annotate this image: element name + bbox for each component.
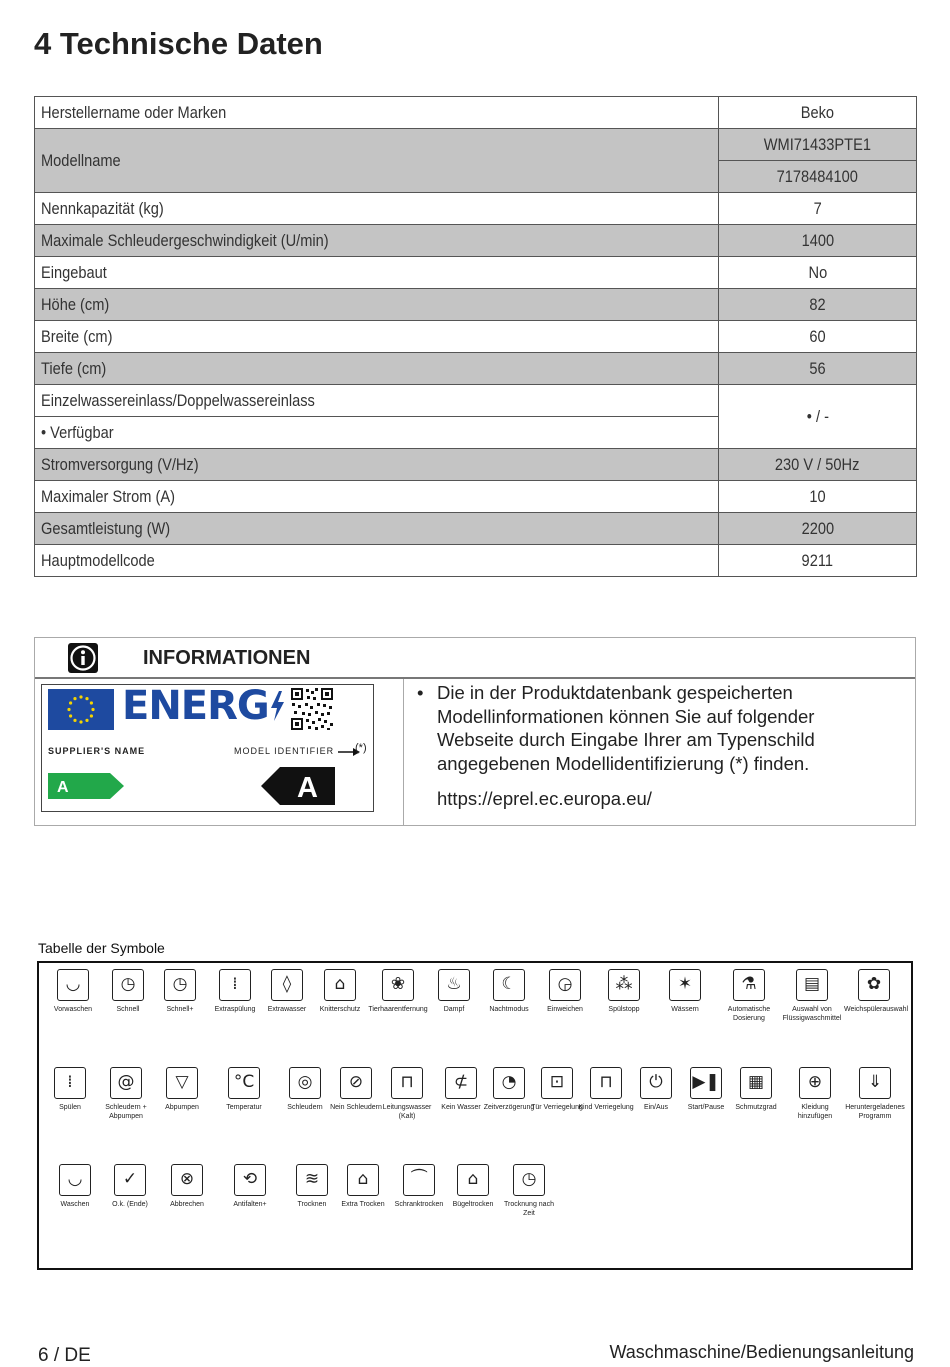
symbol-automatische-dosierung: ⚗ Automatische Dosierung: [719, 969, 779, 1023]
delay-icon: ◔: [493, 1067, 525, 1099]
supplier-name-label: SUPPLIER'S NAME: [48, 746, 146, 756]
table-row: [35, 385, 917, 417]
spec-value: 10: [809, 486, 826, 506]
spec-value: 7178484100: [776, 166, 859, 186]
symbol-kein-wasser: ⊄ Kein Wasser: [431, 1067, 491, 1112]
asterisk-note: (*): [355, 742, 367, 754]
spec-value: 7: [813, 198, 822, 218]
no-water-icon: ⊄: [445, 1067, 477, 1099]
symbol-buegeltrocken: ⌂ Bügeltrocken: [443, 1164, 503, 1209]
symbol-tuer-verriegelung: ⊡ Tür Verriegelung: [527, 1067, 587, 1112]
table-row: [35, 449, 917, 481]
anti-crease-icon: ⟲: [234, 1164, 266, 1196]
tap-water-icon: ⊓: [391, 1067, 423, 1099]
page-number: 6 / DE: [38, 1345, 91, 1366]
symbol-vorwaschen: ◡ Vorwaschen: [43, 969, 103, 1014]
svg-text:A: A: [57, 779, 69, 796]
symbol-abpumpen: ▽ Abpumpen: [152, 1067, 212, 1112]
spec-label: Breite (cm): [41, 326, 113, 346]
information-paragraph: Die in der Produktdatenbank gespeicherten Modellinformationen können Sie auf folgender Webseite durch Eingabe Ihrer am Typenschild angegebenen Modellidentifizierung (*) finden.: [437, 682, 815, 774]
table-row: [35, 353, 917, 385]
eprel-link[interactable]: https://eprel.ec.europa.eu/: [437, 788, 652, 809]
symbol-kind-verriegelung: ⊓ Kind Verriegelung: [576, 1067, 636, 1112]
prewash-icon: ◡: [57, 969, 89, 1001]
spec-value: WMI71433PTE1: [763, 134, 872, 154]
symbol-abbrechen: ⊗ Abbrechen: [157, 1164, 217, 1209]
spec-label: Stromversorgung (V/Hz): [41, 454, 199, 474]
spec-label: Tiefe (cm): [41, 358, 107, 378]
spec-value: 9211: [801, 550, 834, 570]
softener-icon: ✿: [858, 969, 890, 1001]
spec-value: 56: [809, 358, 826, 378]
extra-water-icon: ◊: [271, 969, 303, 1001]
liquid-detergent-icon: ▤: [796, 969, 828, 1001]
symbols-table: [37, 961, 913, 1270]
auto-dosing-icon: ⚗: [733, 969, 765, 1001]
class-a-arrow-icon: [48, 773, 124, 799]
spec-label: • Verfügbar: [41, 422, 114, 442]
information-title: INFORMATIONEN: [143, 647, 311, 669]
symbol-schranktrocken: ⏜ Schranktrocken: [389, 1164, 449, 1209]
rinse-hold-icon: ⁂: [608, 969, 640, 1001]
no-spin-icon: ⊘: [340, 1067, 372, 1099]
temperature-icon: °C: [228, 1067, 260, 1099]
symbol-nachtmodus: ☾ Nachtmodus: [479, 969, 539, 1014]
symbol-schnell-plus: ◷ Schnell+: [150, 969, 210, 1014]
wash-icon: ◡: [59, 1164, 91, 1196]
spec-label: Maximaler Strom (A): [41, 486, 176, 506]
symbol-extrawasser: ◊ Extrawasser: [257, 969, 317, 1014]
table-row: [35, 481, 917, 513]
symbols-title: Tabelle der Symbole: [38, 940, 165, 956]
download-icon: ⇓: [859, 1067, 891, 1099]
table-row: [35, 545, 917, 577]
crease-guard-icon: ⌂: [324, 969, 356, 1001]
child-lock-icon: ⊓: [590, 1067, 622, 1099]
symbol-trocknung-nach-zeit: ◷ Trocknung nach Zeit: [499, 1164, 559, 1218]
symbol-schleudern: ◎ Schleudern: [275, 1067, 335, 1112]
symbol-schleudern-abpumpen: @ Schleudern + Abpumpen: [96, 1067, 156, 1121]
spec-label: Hauptmodellcode: [41, 550, 155, 570]
symbol-extraspuelung: ⁞ Extraspülung: [205, 969, 265, 1014]
timed-dry-icon: ◷: [513, 1164, 545, 1196]
table-row: [35, 321, 917, 353]
spec-label: Modellname: [41, 150, 121, 170]
door-lock-icon: ⊡: [541, 1067, 573, 1099]
symbol-heruntergeladenes-programm: ⇓ Heruntergeladenes Programm: [845, 1067, 905, 1121]
spec-value: • / -: [806, 406, 829, 426]
spin-drain-icon: @: [110, 1067, 142, 1099]
symbol-fluessigwaschmittel: ▤ Auswahl von Flüssigwaschmittel: [782, 969, 842, 1023]
spec-label: Nennkapazität (kg): [41, 198, 164, 218]
table-row: [35, 225, 917, 257]
document-title: Waschmaschine/Bedienungsanleitung: [609, 1342, 914, 1362]
quick-plus-icon: ◷: [164, 969, 196, 1001]
spec-value: 82: [809, 294, 826, 314]
rinse-icon: ⁞: [54, 1067, 86, 1099]
iron-dry-icon: ⌂: [457, 1164, 489, 1196]
symbol-nein-schleudern: ⊘ Nein Schleudern: [326, 1067, 386, 1112]
quick-icon: ◷: [112, 969, 144, 1001]
symbol-temperatur: °C Temperatur: [214, 1067, 274, 1112]
dry-icon: ≋: [296, 1164, 328, 1196]
energy-label-image: [41, 684, 374, 812]
spec-value: 2200: [801, 518, 834, 538]
symbol-spuelstopp: ⁂ Spülstopp: [594, 969, 654, 1014]
spec-label: Maximale Schleudergeschwindigkeit (U/min): [41, 230, 329, 250]
check-icon: ✓: [114, 1164, 146, 1196]
spec-label: Einzelwassereinlass/Doppelwassereinlass: [41, 390, 315, 410]
symbol-dampf: ♨ Dampf: [424, 969, 484, 1014]
symbol-schmutzgrad: ▦ Schmutzgrad: [726, 1067, 786, 1112]
spec-value: Beko: [800, 102, 835, 122]
soil-level-icon: ▦: [740, 1067, 772, 1099]
energy-logo: ENERG: [122, 683, 285, 729]
symbol-schnell: ◷ Schnell: [98, 969, 158, 1014]
symbol-ein-aus: ⏻ Ein/Aus: [626, 1067, 686, 1112]
symbol-trocknen: ≋ Trocknen: [282, 1164, 342, 1209]
spec-label: Gesamtleistung (W): [41, 518, 171, 538]
divider: [403, 679, 404, 825]
spec-value: 60: [809, 326, 826, 346]
qr-code-icon: [290, 687, 334, 731]
table-row: [35, 513, 917, 545]
eu-flag-icon: [48, 689, 114, 730]
symbol-kleidung-hinzufuegen: ⊕ Kleidung hinzufügen: [785, 1067, 845, 1121]
extra-rinse-icon: ⁞: [219, 969, 251, 1001]
night-mode-icon: ☾: [493, 969, 525, 1001]
extra-dry-icon: ⌂: [347, 1164, 379, 1196]
symbol-weichspueler: ✿ Weichspülerauswahl: [844, 969, 904, 1014]
symbol-extra-trocken: ⌂ Extra Trocken: [333, 1164, 393, 1209]
steam-icon: ♨: [438, 969, 470, 1001]
class-a-marker-icon: [261, 767, 335, 805]
table-row: [35, 289, 917, 321]
symbol-waschen: ◡ Waschen: [45, 1164, 105, 1209]
table-row: [35, 257, 917, 289]
symbol-einweichen: ◶ Einweichen: [535, 969, 595, 1014]
symbol-spuelen: ⁞ Spülen: [40, 1067, 100, 1112]
svg-text:A: A: [297, 772, 318, 804]
soak-icon: ◶: [549, 969, 581, 1001]
drain-icon: ▽: [166, 1067, 198, 1099]
symbol-antifalten: ⟲ Antifalten+: [220, 1164, 280, 1209]
spec-value: 1400: [801, 230, 834, 250]
add-laundry-icon: ⊕: [799, 1067, 831, 1099]
spec-label: Höhe (cm): [41, 294, 110, 314]
info-icon: [68, 643, 98, 673]
spec-value: 230 V / 50Hz: [775, 454, 860, 474]
table-row: [35, 193, 917, 225]
information-box: [34, 637, 916, 826]
water-icon: ✶: [669, 969, 701, 1001]
symbol-start-pause: ▶❚ Start/Pause: [676, 1067, 736, 1112]
cupboard-dry-icon: ⏜: [403, 1164, 435, 1196]
spec-table: [34, 96, 917, 577]
table-row: [35, 129, 917, 161]
symbol-waessern: ✶ Wässern: [655, 969, 715, 1014]
pet-hair-icon: ❀: [382, 969, 414, 1001]
spec-label: Eingebaut: [41, 262, 107, 282]
symbol-leitungswasser: ⊓ Leitungswasser (Kalt): [377, 1067, 437, 1121]
model-identifier-label: MODEL IDENTIFIER: [234, 746, 360, 757]
spin-icon: ◎: [289, 1067, 321, 1099]
start-pause-icon: ▶❚: [690, 1067, 722, 1099]
symbol-zeitverzoegerung: ◔ Zeitverzögerung: [479, 1067, 539, 1112]
page-title: 4 Technische Daten: [34, 26, 323, 61]
table-row: [35, 97, 917, 129]
power-icon: ⏻: [640, 1067, 672, 1099]
spec-label: Herstellername oder Marken: [41, 102, 227, 122]
information-header: [35, 638, 915, 679]
symbol-knitterschutz: ⌂ Knitterschutz: [310, 969, 370, 1014]
cancel-icon: ⊗: [171, 1164, 203, 1196]
spec-value: No: [808, 262, 827, 282]
symbol-tierhaarentfernung: ❀ Tierhaarentfernung: [368, 969, 428, 1014]
information-text: [417, 681, 877, 811]
symbol-ok-ende: ✓ O.k. (Ende): [100, 1164, 160, 1209]
bullet: •: [417, 682, 424, 703]
